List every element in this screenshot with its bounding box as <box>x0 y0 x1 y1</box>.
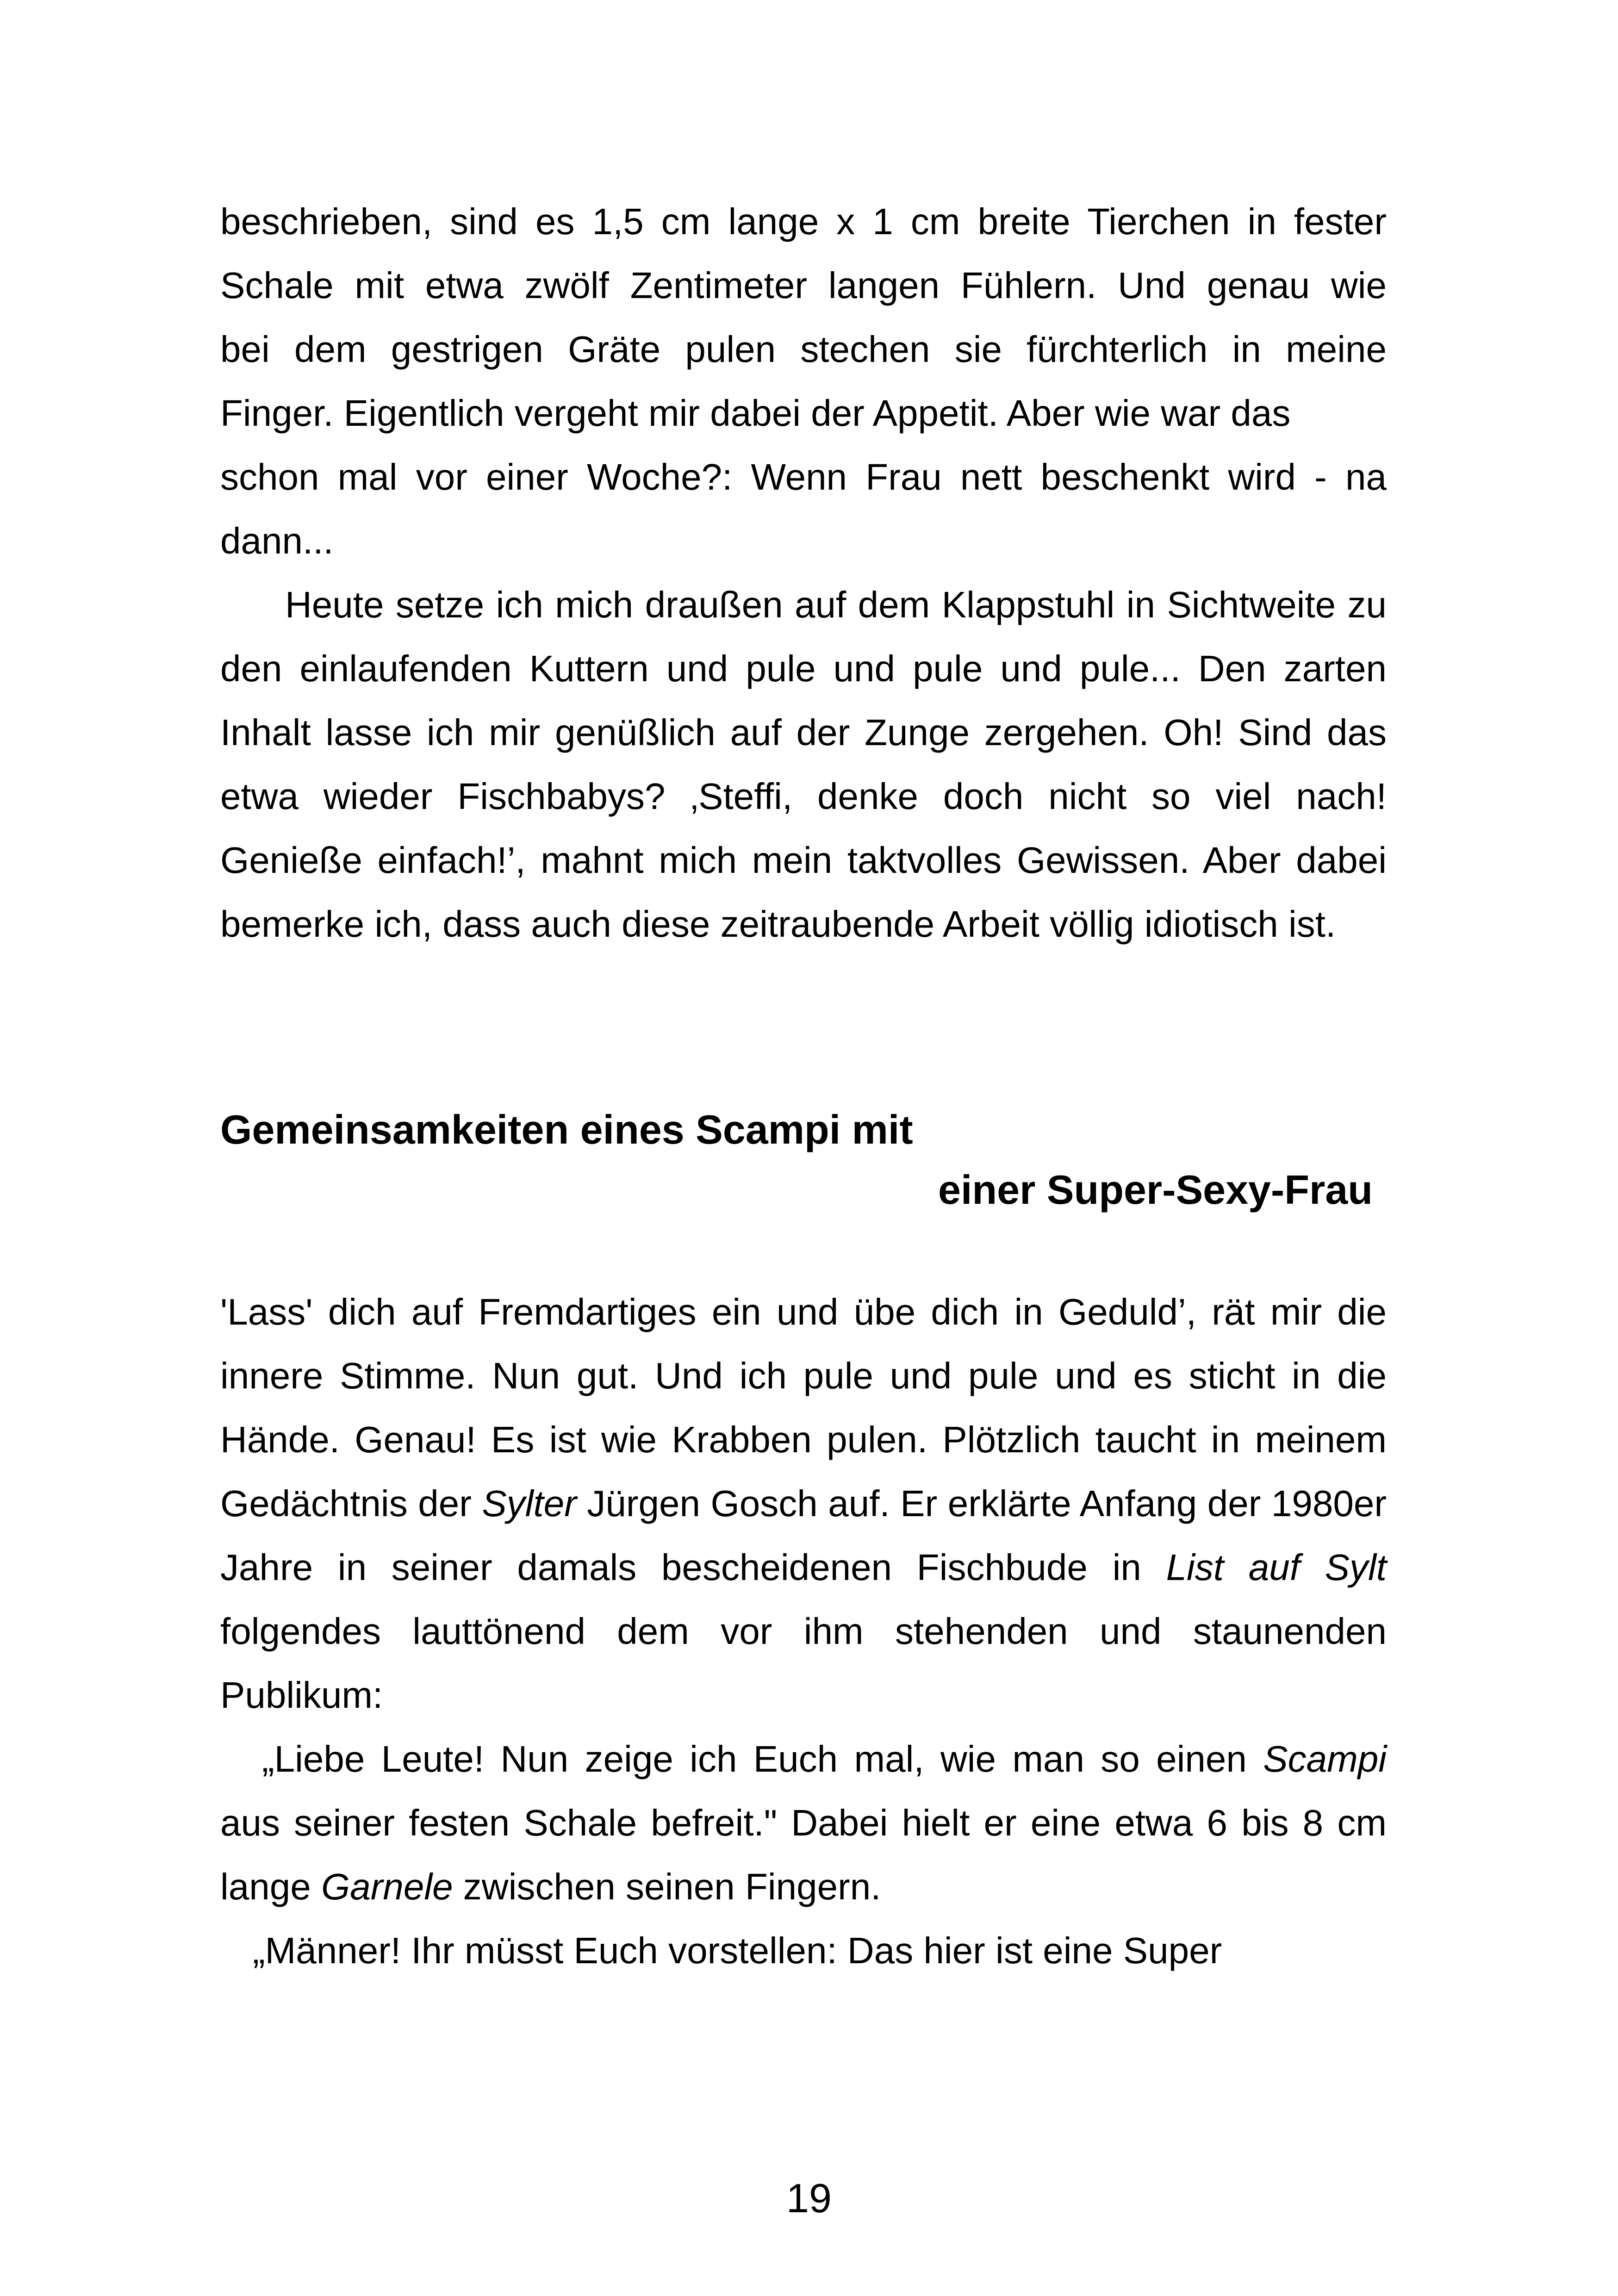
paragraph-3-text-c: Jürgen Gosch auf. Er erklärte Anfang der 1980er Jahre in seiner damals bescheidenen Fischbude in <box>220 1483 1387 1588</box>
paragraph-2: Heute setze ich mich draußen auf dem Klappstuhl in Sichtweite zu den einlaufenden Kuttern und pule und pule und pule... Den zarten Inhalt lasse ich mir genüßlich auf der Zunge zergehen. Oh! Sind das etwa wieder Fischbabys? ‚Steffi, denke doch nicht so viel nach! Genieße einfach!’, mahnt mich mein taktvolles Gewissen. Aber dabei bemerke ich, dass auch diese zeitraubende Arbeit völlig idiotisch ist. <box>220 584 1387 945</box>
paragraph-3-italic-sylter: Sylter <box>482 1483 577 1524</box>
paragraph-4-italic-scampi: Scampi <box>1263 1738 1387 1780</box>
paragraph-5: „Männer! Ihr müsst Euch vorstellen: Das hier ist eine Super <box>253 1930 1222 1971</box>
page-content <box>220 190 1387 1983</box>
paragraph-1-line-6: dann... <box>220 520 334 561</box>
paragraph-4-italic-garnele: Garnele <box>321 1866 453 1907</box>
section-heading-line-2: einer Super-Sexy-Frau <box>938 1167 1373 1213</box>
paragraph-4-text-c: aus seiner festen Schale befreit." Dabei hielt er eine etwa 6 bis 8 cm lange <box>220 1802 1387 1907</box>
paragraph-1-line-2: Schale mit etwa zwölf Zentimeter langen Fühlern. Und genau wie <box>220 265 1387 306</box>
paragraph-3-text-a: 'Lass' dich auf Fremdartiges ein und übe dich in Geduld’, rät mir die innere Stimme. Nun gut. Und ich pule und pule und es sticht in die Hände. Genau! Es ist wie Krabben pulen. Plötzlich taucht in meinem Gedächtnis der <box>220 1291 1387 1524</box>
paragraph-3-italic-list-auf-sylt: List auf Sylt <box>1166 1547 1387 1588</box>
section-heading <box>220 1100 1387 1220</box>
page-number: 19 <box>786 2175 832 2221</box>
paragraph-1-line-3: bei dem gestrigen Gräte pulen stechen sie fürchterlich in meine <box>220 329 1387 370</box>
paragraph-4-text-a: „Liebe Leute! Nun zeige ich Euch mal, wie man so einen <box>262 1738 1263 1780</box>
paragraph-1-line-1: beschrieben, sind es 1,5 cm lange x 1 cm breite Tierchen in fester <box>220 201 1387 242</box>
paragraph-3 <box>220 1280 1387 1727</box>
section-heading-line-1: Gemeinsamkeiten eines Scampi mit <box>220 1107 913 1152</box>
paragraph-1-line-4: Finger. Eigentlich vergeht mir dabei der Appetit. Aber wie war das <box>220 392 1291 434</box>
paragraph-4 <box>220 1727 1387 1919</box>
paragraph-1-line-5: schon mal vor einer Woche?: Wenn Frau nett beschenkt wird - na <box>220 456 1387 498</box>
spacer <box>220 1220 1387 1280</box>
paragraph-3-text-e: folgendes lauttönend dem vor ihm stehenden und staunenden Publikum: <box>220 1611 1387 1716</box>
paragraph-4-text-e: zwischen seinen Fingern. <box>453 1866 881 1907</box>
paragraph-1 <box>220 190 1387 573</box>
